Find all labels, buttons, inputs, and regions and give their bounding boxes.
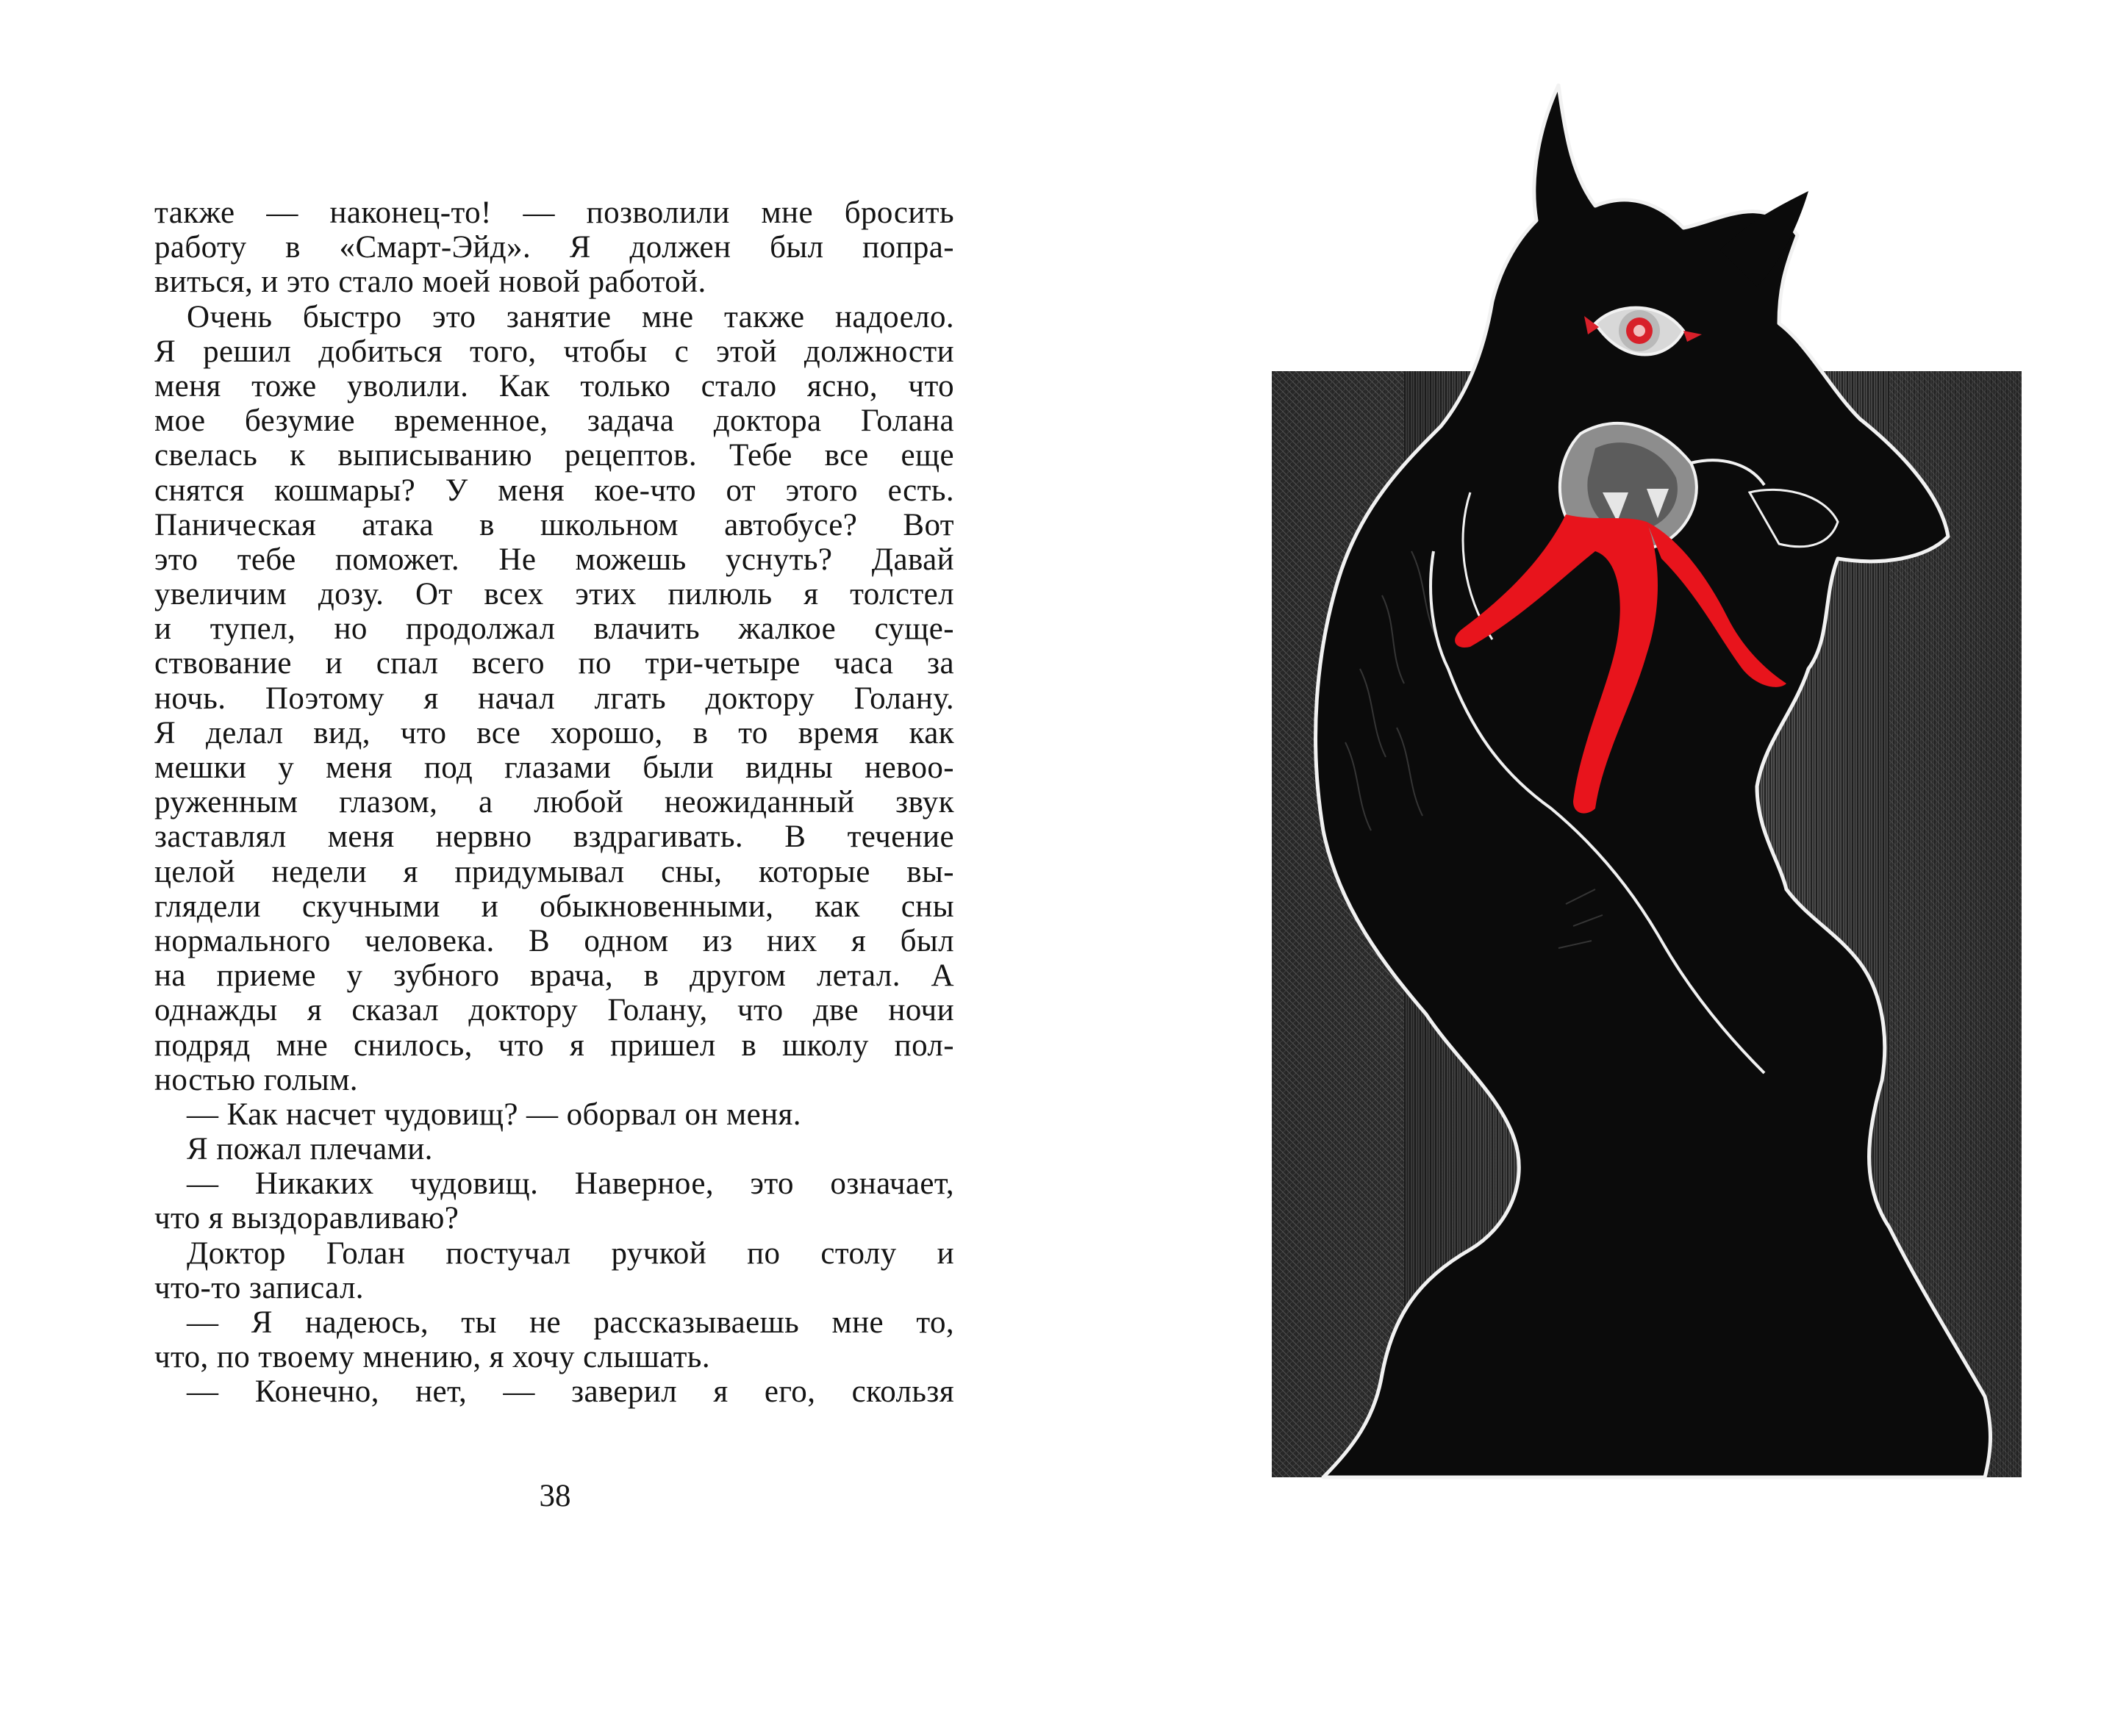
text-line: увеличим дозу. От всех этих пилюль я толстел (154, 577, 954, 612)
text-line: — Конечно, нет, — заверил я его, скользя (187, 1374, 954, 1410)
text-line: что, по твоему мнению, я хочу слышать. (154, 1340, 710, 1375)
text-line: Я делал вид, что все хорошо, в то время как (154, 715, 954, 750)
text-line: работу в «Смарт-Эйд». Я должен был попра- (154, 230, 954, 265)
page-number: 38 (539, 1479, 571, 1513)
text-line: заставлял меня нервно вздрагивать. В течение (154, 819, 954, 855)
text-line: также — наконец-то! — позволили мне бросить (154, 196, 954, 230)
text-line: — Я надеюсь, ты не рассказываешь мне то, (187, 1305, 954, 1340)
text-line: — Никаких чудовищ. Наверное, это означает, (187, 1166, 954, 1202)
text-line: нормального человека. В одном из них я был (154, 923, 954, 958)
text-line: ночь. Поэтому я начал лгать доктору Голану. (154, 681, 954, 716)
text-line: Паническая атака в школьном автобусе? Вот (154, 507, 954, 542)
text-line: меня тоже уволили. Как только стало ясно, что (154, 368, 954, 403)
text-line: глядели скучными и обыкновенными, как сны (154, 889, 954, 924)
text-line: мешки у меня под глазами были видны невоо- (154, 750, 954, 785)
text-line: это тебе поможет. Не можешь уснуть? Давай (154, 542, 954, 577)
text-line: Я пожал плечами. (187, 1132, 433, 1167)
text-line: мое безумие временное, задача доктора Голана (154, 403, 954, 439)
text-line: Очень быстро это занятие мне также надоело. (187, 299, 954, 334)
text-line: Доктор Голан постучал ручкой по столу и (187, 1235, 954, 1271)
page-text (154, 196, 954, 1410)
wolf-icon (1250, 81, 2029, 1485)
text-line: виться, и это стало моей новой работой. (154, 265, 706, 300)
text-line: однажды я сказал доктору Голану, что две ночи (154, 993, 954, 1028)
text-line: что-то записал. (154, 1270, 364, 1305)
text-line: и тупел, но продолжал влачить жалкое суще- (154, 611, 954, 647)
text-line: ностью голым. (154, 1062, 358, 1097)
text-line: на приеме у зубного врача, в другом летал. А (154, 958, 954, 994)
text-line: ствование и спал всего по три-четыре часа за (154, 646, 954, 681)
text-line: — Как насчет чудовищ? — оборвал он меня. (187, 1097, 801, 1132)
text-line: руженным глазом, а любой неожиданный звук (154, 785, 954, 820)
text-line: свелась к выписыванию рецептов. Тебе все еще (154, 438, 954, 473)
text-line: снятся кошмары? У меня кое-что от этого есть. (154, 473, 954, 508)
text-line: подряд мне снилось, что я пришел в школу пол- (154, 1027, 954, 1063)
text-line: что я выздоравливаю? (154, 1201, 459, 1236)
text-line: целой недели я придумывал сны, которые вы- (154, 854, 954, 889)
text-line: Я решил добиться того, чтобы с этой должности (154, 334, 954, 369)
wolf-illustration (1250, 81, 2029, 1485)
